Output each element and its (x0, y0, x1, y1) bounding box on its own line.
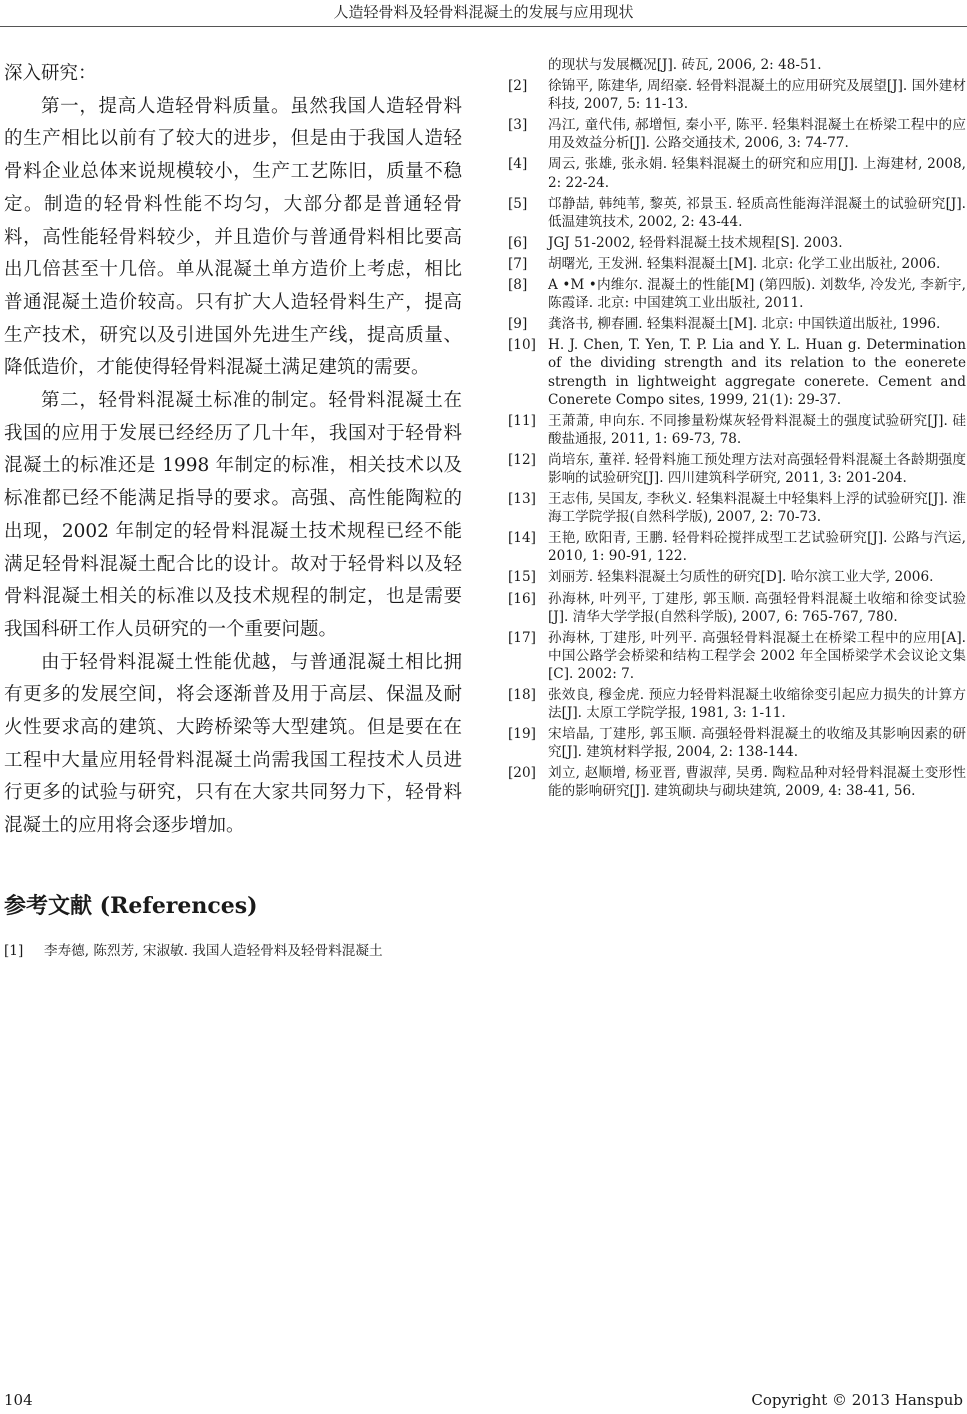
reference-item (508, 315, 966, 333)
reference-text: 张效良, 穆金虎. 预应力轻骨料混凝土收缩徐变引起应力损失的计算方法[J]. 太原工学院学报, 1981, 3: 1-11. (548, 687, 966, 722)
reference-number: [2] (508, 78, 528, 95)
reference-item (508, 116, 966, 152)
reference-text: 王艳, 欧阳青, 王鹏. 轻骨料砼搅拌成型工艺试验研究[J]. 公路与汽运, 2010, 1: 90-91, 122. (548, 530, 966, 565)
reference-number: [13] (508, 491, 536, 508)
reference-text: 孙海林, 丁建彤, 叶列平. 高强轻骨料混凝土在桥梁工程中的应用[A]. 中国公路学会桥梁和结构工程学会 2002 年全国桥梁学术会议论文集[C]. 2002: 7. (548, 629, 966, 682)
body-paragraph: 第一，提高人造轻骨料质量。虽然我国人造轻骨料的生产相比以前有了较大的进步，但是由于我国人造轻骨料企业总体来说规模较小，生产工艺陈旧，质量不稳定。制造的轻骨料性能不均匀，大部分都是普通轻骨料，高性能轻骨料较少，并且造价与普通骨料相比要高出几倍甚至十几倍。单从混凝土单方造价上考虑，相比普通混凝土造价较高。只有扩大人造轻骨料生产，提高生产技术，研究以及引进国外先进生产线，提高质量、降低造价，才能使得轻骨料混凝土满足建筑的需要。 (4, 95, 462, 379)
reference-number: [16] (508, 590, 536, 607)
reference-text: 邙静喆, 韩纯苇, 黎英, 祁景玉. 轻质高性能海洋混凝土的试验研究[J]. 低温建筑技术, 2002, 2: 43-44. (548, 195, 966, 230)
reference-number: [15] (508, 569, 536, 586)
reference-number: [17] (508, 629, 536, 646)
reference-text: 周云, 张雄, 张永娟. 轻集料混凝土的研究和应用[J]. 上海建材, 2008, 2: 22-24. (548, 156, 966, 191)
reference-number: [4] (508, 156, 528, 173)
reference-text: 孙海林, 叶列平, 丁建彤, 郭玉顺. 高强轻骨料混凝土收缩和徐变试验[J]. 清华大学学报(自然科学版), 2007, 6: 765-767, 780. (548, 590, 966, 625)
reference-item (508, 412, 966, 448)
reference-number: [18] (508, 687, 536, 703)
reference-item (508, 255, 966, 273)
reference-item (508, 195, 966, 231)
reference-number: [12] (508, 451, 536, 468)
reference-item (508, 451, 966, 487)
reference-text: 龚洛书, 柳春圃. 轻集料混凝土[M]. 北京: 中国铁道出版社, 1996. (548, 316, 941, 333)
reference-number: [7] (508, 255, 528, 272)
reference-item (508, 336, 966, 408)
reference-item (508, 568, 966, 586)
reference-text: 王萧萧, 申向东. 不同掺量粉煤灰轻骨料混凝土的强度试验研究[J]. 硅酸盐通报, 2011, 1: 69-73, 78. (548, 412, 966, 447)
reference-text: H. J. Chen, T. Yen, T. P. Lia and Y. L. Huan g. Determination of the dividing strength and its relation to the eonerete strength in lightweight aggregate conerete. Cement and Conerete Compo sites, 1999, 21(1): 29-37. (548, 337, 966, 408)
reference-continuation (508, 56, 966, 74)
reference-number: [5] (508, 195, 528, 212)
reference-text: 刘立, 赵顺增, 杨亚晋, 曹淑萍, 吴勇. 陶粒品种对轻骨料混凝土变形性能的影响研究[J]. 建筑砌块与砌块建筑, 2009, 4: 38-41, 56. (548, 765, 966, 800)
references-heading: 参考文献 (References) (4, 892, 258, 919)
reference-text: 李寿德, 陈烈芳, 宋淑敏. 我国人造轻骨料及轻骨料混凝土 (44, 942, 383, 959)
reference-number: [6] (508, 234, 528, 251)
reference-number: [8] (508, 277, 528, 294)
reference-text: 胡曙光, 王发洲. 轻集料混凝土[M]. 北京: 化学工业出版社, 2006. (548, 255, 941, 272)
copyright-notice: Copyright © 2013 Hanspub (751, 1391, 963, 1409)
reference-item (508, 77, 966, 113)
reference-text: 徐锦平, 陈建华, 周绍豪. 轻骨料混凝土的应用研究及展望[J]. 国外建材科技, 2007, 5: 11-13. (548, 78, 966, 113)
reference-number: [10] (508, 337, 536, 354)
reference-number: [20] (508, 765, 536, 782)
reference-text: JGJ 51-2002, 轻骨料混凝土技术规程[S]. 2003. (548, 234, 843, 251)
reference-item (508, 490, 966, 526)
reference-text: 尚培东, 董祥. 轻骨料施工预处理方法对高强轻骨料混凝土各龄期强度影响的试验研究[J]. 四川建筑科学研究, 2011, 3: 201-204. (548, 451, 966, 486)
reference-item (508, 529, 966, 565)
right-column (508, 56, 966, 804)
reference-number: [11] (508, 412, 536, 429)
body-paragraph: 深入研究： (4, 63, 97, 84)
reference-number: [3] (508, 117, 528, 134)
page-number: 104 (4, 1391, 33, 1409)
reference-number: [19] (508, 726, 536, 743)
reference-item (508, 686, 966, 722)
reference-item (4, 942, 462, 960)
body-paragraph: 由于轻骨料混凝土性能优越，与普通混凝土相比拥有更多的发展空间，将会逐渐普及用于高层、保温及耐火性要求高的建筑、大跨桥梁等大型建筑。但是要在在工程中大量应用轻骨料混凝土尚需我国工程技术人员进行更多的试验与研究，只有在大家共同努力下，轻骨料混凝土的应用将会逐步增加。 (4, 651, 462, 837)
running-header-title: 人造轻骨料及轻骨料混凝土的发展与应用现状 (333, 3, 634, 21)
reference-list-left (4, 942, 462, 960)
reference-number: [1] (4, 942, 24, 959)
reference-item (508, 234, 966, 252)
reference-text: A •M •内维尔. 混凝土的性能[M] (第四版). 刘数华, 冷发光, 李新宇, 陈霞译. 北京: 中国建筑工业出版社, 2011. (548, 277, 966, 312)
reference-number: [9] (508, 316, 528, 333)
reference-text: 刘丽芳. 轻集料混凝土匀质性的研究[D]. 哈尔滨工业大学, 2006. (548, 569, 934, 586)
reference-item (508, 725, 966, 761)
reference-item (508, 155, 966, 191)
reference-text: 的现状与发展概况[J]. 砖瓦, 2006, 2: 48-51. (548, 57, 822, 73)
body-paragraph: 第二，轻骨料混凝土标准的制定。轻骨料混凝土在我国的应用于发展已经经历了几十年，我国对于轻骨料混凝土的标准还是 1998 年制定的标准，相关技术以及标准都已经不能满足指导的要求。高强、高性能陶粒的出现，2002 年制定的轻骨料混凝土技术规程已经不能满足轻骨料混凝土配合比的设计。故对于轻骨料以及轻骨料混凝土相关的标准以及技术规程的制定，也是需要我国科研工作人员研究的一个重要问题。 (4, 390, 462, 640)
reference-text: 宋培晶, 丁建彤, 郭玉顺. 高强轻骨料混凝土的收缩及其影响因素的研究[J]. 建筑材料学报, 2004, 2: 138-144. (548, 726, 966, 761)
reference-item (508, 764, 966, 800)
reference-item (508, 276, 966, 312)
reference-item (508, 629, 966, 683)
reference-item (508, 590, 966, 626)
left-column (4, 58, 462, 963)
reference-list-right (508, 77, 966, 800)
reference-text: 冯江, 童代伟, 郝增恒, 秦小平, 陈平. 轻集料混凝土在桥梁工程中的应用及效益分析[J]. 公路交通技术, 2006, 3: 74-77. (548, 117, 966, 152)
reference-text: 王志伟, 吴国友, 李秋义. 轻集料混凝土中轻集料上浮的试验研究[J]. 淮海工学院学报(自然科学版), 2007, 2: 70-73. (548, 491, 966, 526)
reference-number: [14] (508, 530, 536, 547)
running-header (0, 0, 967, 27)
